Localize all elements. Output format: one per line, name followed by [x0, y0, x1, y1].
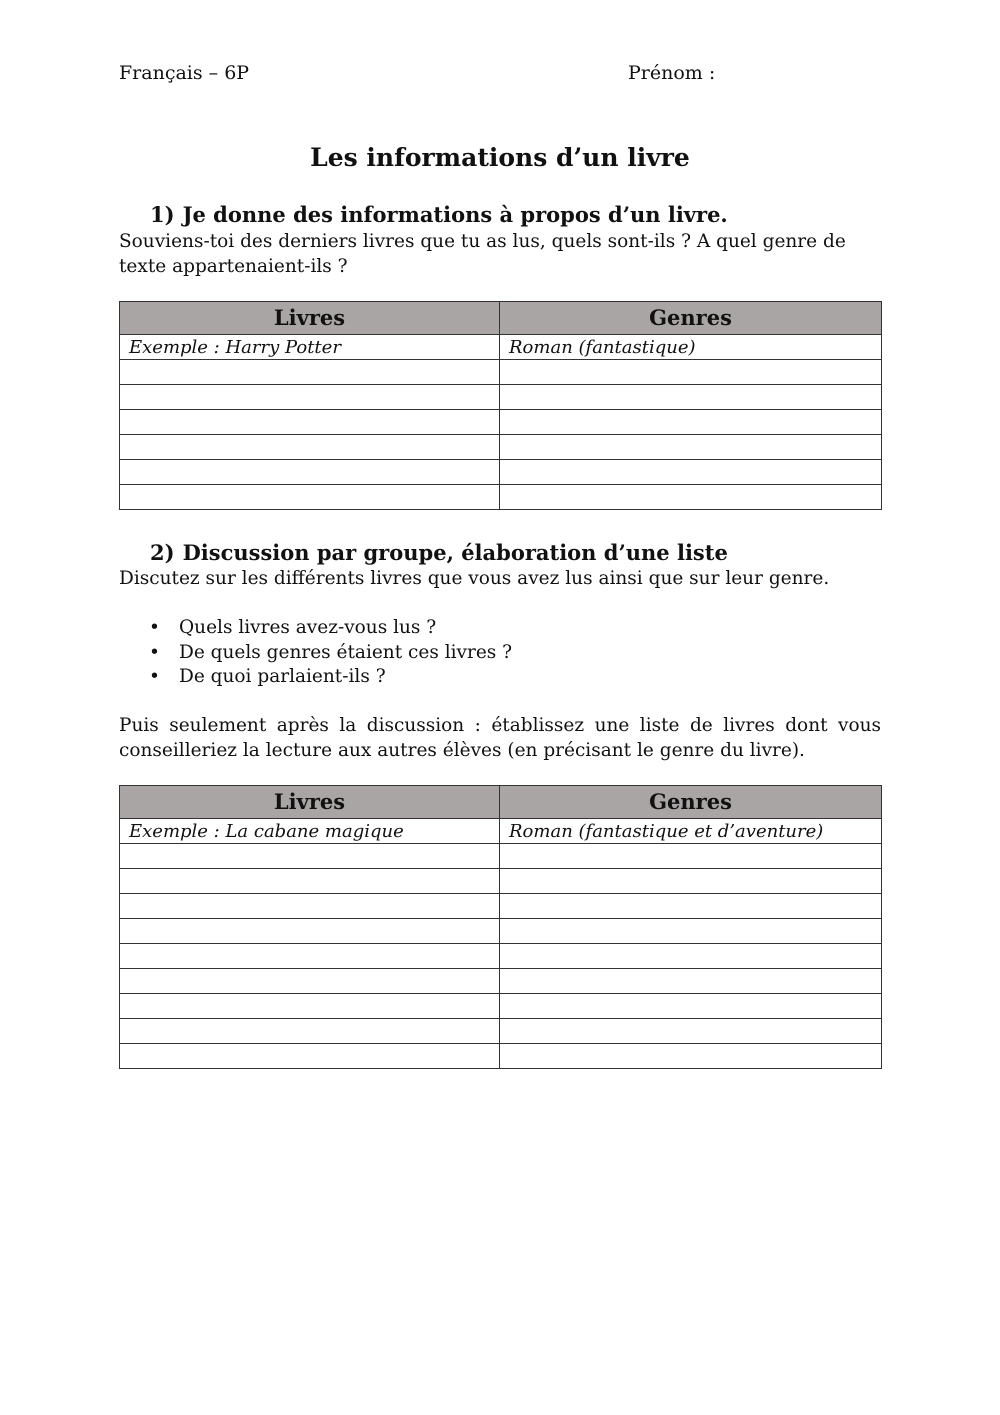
subject-label: Français – 6P: [119, 62, 250, 84]
section-2-followup: Puis seulement après la discussion : établissez une liste de livres dont vous conseilleriez la lecture aux autres élèves (en précisant le genre du livre).: [119, 715, 881, 761]
table-row: [120, 994, 882, 1019]
book-cell[interactable]: [120, 844, 500, 869]
book-cell[interactable]: [120, 944, 500, 969]
table-row: [120, 919, 882, 944]
table-row: [120, 969, 882, 994]
book-cell[interactable]: [120, 919, 500, 944]
table-row: [120, 360, 882, 385]
genre-cell[interactable]: [500, 919, 882, 944]
books-table-1: [119, 301, 882, 510]
question-text: Quels livres avez-vous lus ?: [179, 617, 437, 638]
section-2-number: 2): [150, 540, 175, 565]
book-cell[interactable]: [120, 1044, 500, 1069]
table-row: [120, 385, 882, 410]
genre-cell[interactable]: [500, 894, 882, 919]
section-1-heading: [150, 202, 728, 228]
column-header-livres: Livres: [120, 786, 500, 819]
genre-cell[interactable]: [500, 969, 882, 994]
genre-cell[interactable]: [500, 435, 882, 460]
genre-cell[interactable]: [500, 844, 882, 869]
table-row: [120, 944, 882, 969]
bullet-icon: •: [149, 617, 160, 638]
genre-cell[interactable]: [500, 410, 882, 435]
section-2-heading-text: Discussion par groupe, élaboration d’une liste: [182, 540, 728, 565]
table-row: [120, 335, 882, 360]
book-cell[interactable]: [120, 485, 500, 510]
table-row: [120, 869, 882, 894]
book-cell[interactable]: [120, 360, 500, 385]
book-cell[interactable]: [120, 1019, 500, 1044]
section-1-instruction: Souviens-toi des derniers livres que tu as lus, quels sont-ils ? A quel genre de texte appartenaient-ils ?: [119, 231, 846, 277]
table-row: [120, 1044, 882, 1069]
bullet-icon: •: [149, 641, 160, 663]
book-cell[interactable]: [120, 410, 500, 435]
list-item: [119, 641, 881, 666]
genre-cell[interactable]: [500, 385, 882, 410]
table-row: [120, 819, 882, 844]
genre-cell[interactable]: [500, 994, 882, 1019]
name-label: Prénom :: [628, 62, 716, 84]
book-cell[interactable]: [120, 969, 500, 994]
table-row: [120, 460, 882, 485]
genre-cell[interactable]: [500, 460, 882, 485]
bullet-icon: •: [149, 666, 160, 687]
genre-cell: Roman (fantastique et d’aventure): [500, 819, 882, 844]
table-row: [120, 894, 882, 919]
books-table-2: [119, 785, 882, 1069]
column-header-genres: Genres: [500, 302, 882, 335]
table-row: [120, 1019, 882, 1044]
section-1-number: 1): [150, 202, 175, 227]
table-row: [120, 435, 882, 460]
table-header-row: [120, 786, 882, 819]
book-cell: Exemple : La cabane magique: [120, 819, 500, 844]
table-row: [120, 844, 882, 869]
column-header-genres: Genres: [500, 786, 882, 819]
genre-cell[interactable]: [500, 1044, 882, 1069]
genre-cell[interactable]: [500, 360, 882, 385]
section-1-heading-text: Je donne des informations à propos d’un livre.: [182, 202, 728, 227]
genre-cell: Roman (fantastique): [500, 335, 882, 360]
genre-cell[interactable]: [500, 485, 882, 510]
book-cell: Exemple : Harry Potter: [120, 335, 500, 360]
section-2-heading: [150, 540, 728, 566]
genre-cell[interactable]: [500, 869, 882, 894]
page-title: Les informations d’un livre: [310, 143, 690, 172]
genre-cell[interactable]: [500, 944, 882, 969]
table-row: [120, 485, 882, 510]
table-row: [120, 410, 882, 435]
book-cell[interactable]: [120, 460, 500, 485]
table-header-row: [120, 302, 882, 335]
book-cell[interactable]: [120, 385, 500, 410]
book-cell[interactable]: [120, 435, 500, 460]
section-2-instruction: Discutez sur les différents livres que vous avez lus ainsi que sur leur genre.: [119, 568, 830, 589]
column-header-livres: Livres: [120, 302, 500, 335]
question-text: De quoi parlaient-ils ?: [179, 666, 386, 687]
list-item: [119, 665, 881, 690]
question-text: De quels genres étaient ces livres ?: [179, 641, 513, 663]
genre-cell[interactable]: [500, 1019, 882, 1044]
list-item: [119, 616, 881, 641]
book-cell[interactable]: [120, 894, 500, 919]
question-list: [119, 616, 881, 690]
book-cell[interactable]: [120, 994, 500, 1019]
book-cell[interactable]: [120, 869, 500, 894]
